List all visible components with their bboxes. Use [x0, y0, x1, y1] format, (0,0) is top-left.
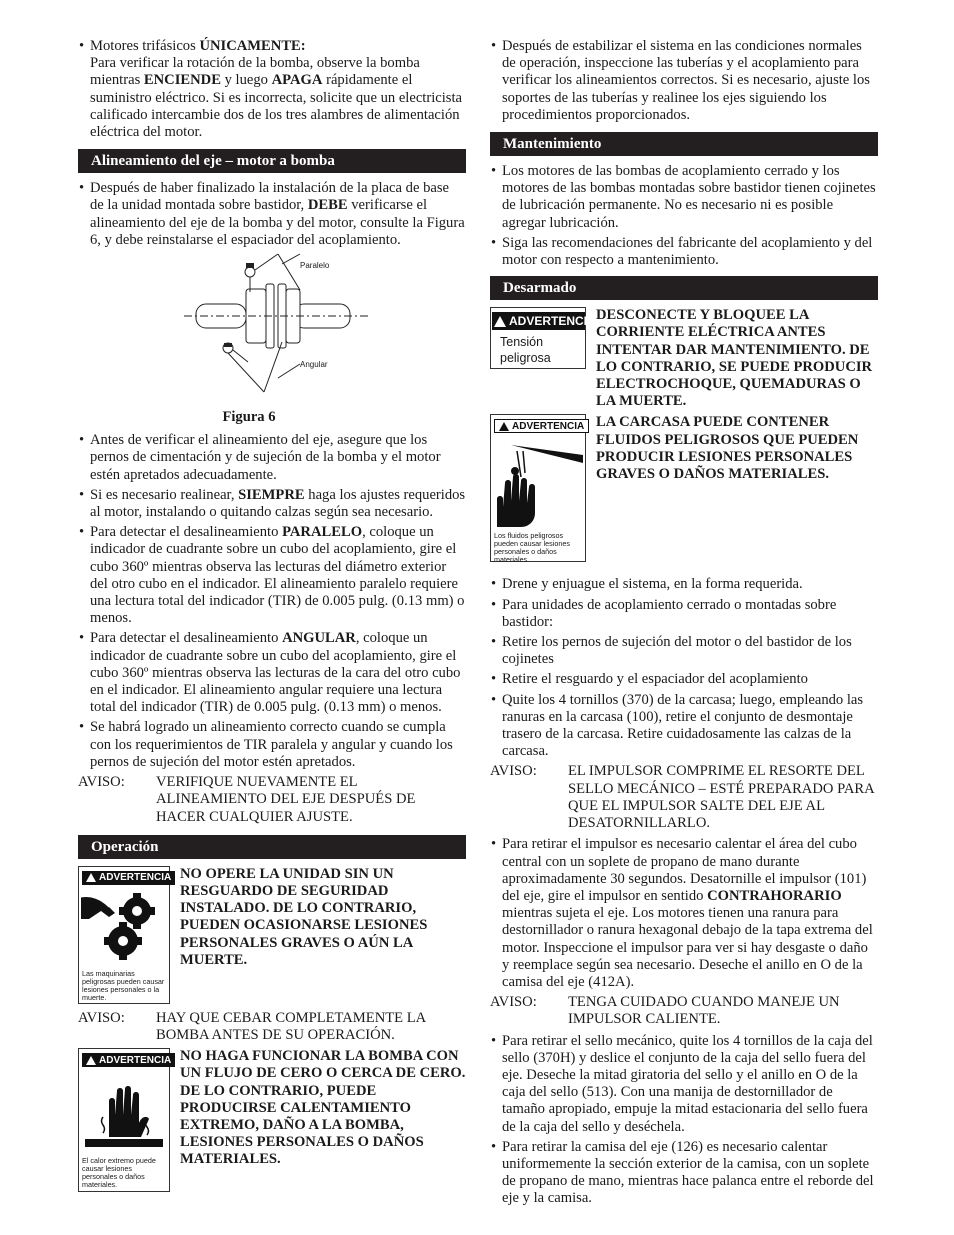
list-item: • Quite los 4 tornillos (370) de la carcasa; luego, empleando las ranuras en la carcasa (100), retire el conjunto de desmontaje trasero de la carcasa. Retire cuidadosamente las calzas de la carcasa.	[490, 692, 878, 761]
warning-caption: Los fluidos peligrosos pueden causar lesiones personales o daños materiales.	[494, 531, 570, 565]
warning-subtitle: Tensión peligrosa	[500, 335, 551, 366]
warning-text: LA CARCASA PUEDE CONTENER FLUIDOS PELIGROSOS QUE PUEDEN PRODUCIR LESIONES PERSONALES GRAVES O DAÑOS MATERIALES.	[596, 414, 859, 483]
label-angular: Angular	[300, 360, 328, 370]
warning-block	[78, 1048, 466, 1192]
warning-triangle-icon	[86, 1056, 96, 1065]
figure-caption: Figura 6	[222, 409, 276, 426]
warning-triangle-icon	[499, 422, 509, 431]
notice-label: AVISO:	[490, 994, 537, 1011]
left-column	[78, 38, 466, 1192]
warning-label-machinery	[78, 866, 170, 1004]
fluid-hand-icon	[491, 437, 585, 529]
notice-text: VERIFIQUE NUEVAMENTE EL ALINEAMIENTO DEL EJE DESPUÉS DE HACER CUALQUIER AJUSTE.	[156, 774, 416, 825]
warning-triangle-icon	[86, 873, 96, 882]
list-item: • Retire los pernos de sujeción del motor o del bastidor de los cojinetes	[490, 634, 878, 668]
section-heading-operacion: Operación	[78, 835, 466, 859]
alignment-steps-list	[78, 432, 466, 771]
notice-label: AVISO:	[78, 1009, 125, 1026]
notice	[78, 1010, 466, 1044]
warning-label-fluids	[490, 414, 586, 565]
warning-tag: ADVERTENCIA	[494, 419, 589, 433]
list-item: • Para retirar el sello mecánico, quite los 4 tornillos de la caja del sello (370H) y deslice el conjunto de la caja del sello fuera del eje. Deseche la mitad giratoria del sello y el anillo en O de la caja del sello (513). Con una manija de destornillador de tamaño apropiado, empuje la mitad estacionaria del sello fuera de la caja del sello y deséchela.	[490, 1033, 878, 1136]
list-item: • Los motores de las bombas de acoplamiento cerrado y los motores de las bombas montadas sobre bastidor tienen cojinetes de lubricación permanente. No es necesario ni es posible agregar lubricación.	[490, 163, 878, 232]
list-item: • Para unidades de acoplamiento cerrado o montadas sobre bastidor:	[490, 597, 878, 631]
warning-tag: ADVERTENCIA	[82, 871, 175, 885]
figure-6-alignment-diagram	[78, 252, 466, 417]
notice	[78, 774, 466, 826]
label-paralelo: Paralelo	[300, 261, 330, 271]
section-heading-desarmado: Desarmado	[490, 276, 878, 300]
list-item: • Motores trifásicos ÚNICAMENTE: Para verificar la rotación de la bomba, observe la bomba mientras ENCIENDE y luego APAGA rápidamente el suministro eléctrico. Si es incorrecta, solicite que un electricista calificado intercambie dos de los tres alambres de alimentación eléctrica del motor.	[78, 38, 466, 141]
warning-block	[490, 414, 878, 565]
list-item: • Después de estabilizar el sistema en las condiciones normales de operación, inspeccione las tuberías y el acoplamiento para verificar los alineamientos correctos. Si es necesario, ajuste los soportes de las tuberías y realinee los ejes siguiendo los procedimientos proporcionados.	[490, 38, 878, 124]
notice-text: HAY QUE CEBAR COMPLETAMENTE LA BOMBA ANTES DE SU OPERACIÓN.	[156, 1009, 426, 1043]
warning-text: NO OPERE LA UNIDAD SIN UN RESGUARDO DE SEGURIDAD INSTALADO. DE LO CONTRARIO, PUEDEN OCASIONARSE LESIONES PERSONALES GRAVES O AÚN LA MUERTE.	[180, 865, 428, 968]
list-item: • Después de haber finalizado la instalación de la placa de base de la unidad montada sobre bastidor, DEBE verificarse el alineamiento del eje de la bomba y del motor, consulte la Figura 6, y debe reinstalarse el espaciador del acoplamiento.	[78, 180, 466, 249]
list-item: • Antes de verificar el alineamiento del eje, asegure que los pernos de cimentación y de sujeción de la bomba y el motor estén apretados adecuadamente.	[78, 432, 466, 484]
warning-caption: El calor extremo puede causar lesiones personales o daños materiales.	[82, 1156, 156, 1190]
disassembly-steps-list	[490, 576, 878, 760]
section-heading-mantenimiento: Mantenimiento	[490, 132, 878, 156]
list-item: • Se habrá logrado un alineamiento correcto cuando se cumpla con los requerimientos de TIR paralela y angular y cuando los pernos de sujeción del motor estén apretados.	[78, 719, 466, 771]
coupling-diagram	[78, 252, 466, 417]
right-column	[490, 38, 878, 1211]
warning-tag: ADVERTENCIA	[82, 1053, 175, 1067]
list-item: • Si es necesario realinear, SIEMPRE haga los ajustes requeridos al motor, instalando o quitando calzas según sea necesario.	[78, 487, 466, 521]
warning-caption: Las maquinarias peligrosas pueden causar lesiones personales o la muerte.	[82, 968, 165, 1002]
warning-tag: ADVERTENCIA	[492, 312, 585, 330]
section-heading-alineamiento: Alineamiento del eje – motor a bomba	[78, 149, 466, 173]
warning-text: NO HAGA FUNCIONAR LA BOMBA CON UN FLUJO DE CERO O CERCA DE CERO. DE LO CONTRARIO, PUEDE PRODUCIRSE CALENTAMIENTO EXTREMO, DAÑO A LA BOMBA, LESIONES PERSONALES O DAÑOS MATERIALES.	[180, 1048, 466, 1168]
warning-block	[78, 866, 466, 1004]
motor-rotation-list	[78, 38, 466, 141]
list-item: • Para detectar el desalineamiento ANGULAR, coloque un indicador de cuadrante sobre un cubo del acoplamiento, gire el cubo 360º mientras observa las lecturas de la cara del otro cubo en el indicador. El alineamiento angular requiere una lectura total del indicador (TIR) de 0.005 pulg. (0.13 mm) o menos.	[78, 630, 466, 716]
hot-surface-hand-icon	[79, 1071, 169, 1153]
list-item: • Siga las recomendaciones del fabricante del acoplamiento y del motor con respecto a mantenimiento.	[490, 235, 878, 269]
notice-label: AVISO:	[490, 763, 537, 780]
list-item: • Drene y enjuague el sistema, en la forma requerida.	[490, 576, 878, 593]
list-item: • Para detectar el desalineamiento PARALELO, coloque un indicador de cuadrante sobre un cubo del acoplamiento, gire el cubo 360º mientras observa las lecturas del diámetro exterior del otro cubo en el indicador. El alineamiento paralelo requiere una lectura total del indicador (TIR) de 0.005 pulg. (0.13 mm) o menos.	[78, 524, 466, 627]
list-item: • Para retirar la camisa del eje (126) es necesario calentar uniformemente la sección exterior de la camisa, con un soplete de propano de mano, mientras hace palanca entre el reborde del eje y la camisa.	[490, 1139, 878, 1208]
notice	[490, 994, 878, 1028]
warning-text: DESCONECTE Y BLOQUEE LA CORRIENTE ELÉCTRICA ANTES INTENTAR DAR MANTENIMIENTO. DE LO CONTRARIO, SE PUEDE PRODUCIR ELECTROCHOQUE, QUEMADURAS O LA MUERTE.	[596, 307, 873, 410]
notice-text: EL IMPULSOR COMPRIME EL RESORTE DEL SELLO MECÁNICO – ESTÉ PREPARADO PARA QUE EL IMPULSOR SALTE DEL EJE AL DESATORNILLARLO.	[568, 763, 874, 832]
list-item: • Retire el resguardo y el espaciador del acoplamiento	[490, 671, 878, 688]
notice-text: TENGA CUIDADO CUANDO MANEJE UN IMPULSOR CALIENTE.	[568, 994, 840, 1028]
warning-block	[490, 307, 878, 410]
notice-label: AVISO:	[78, 774, 125, 791]
warning-label-heat	[78, 1048, 170, 1192]
list-item: • Para retirar el impulsor es necesario calentar el área del cubo central con un soplete de propano de mano durante aproximadamente 30 segundos. Desatornille el impulsor (101) del eje, gire el impulsor en sentido CONTRAHORARIO mientras sujeta el eje. Los motores tienen una ranura para destornillador o ranura hexagonal debajo de la tapa extrema del motor. Inspeccione el impulsor para ver si hay desgaste o daño y reemplace según sea necesario. Deseche el anillo en O de la camisa del eje (412A).	[490, 836, 878, 991]
warning-triangle-icon	[494, 316, 506, 327]
warning-label-voltage	[490, 307, 596, 369]
gear-hand-icon	[79, 889, 169, 969]
notice	[490, 763, 878, 832]
